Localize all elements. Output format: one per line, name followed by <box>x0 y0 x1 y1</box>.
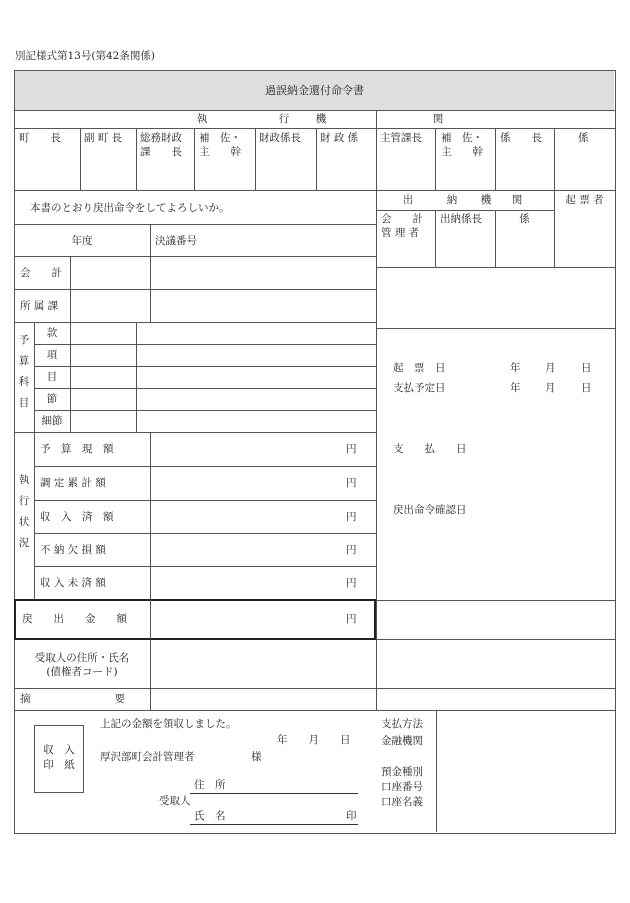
stamp-line-2: 印 紙 <box>43 759 75 771</box>
shimei-label: 氏 名 <box>194 810 226 822</box>
shikko-char: 機 <box>315 113 327 125</box>
kihyo-bi: 起 票 日 <box>393 362 446 374</box>
yen-unit: 円 <box>346 511 357 523</box>
approver-somu-2: 課 長 <box>140 146 182 158</box>
suitou-kakaricho: 出納係長 <box>440 213 482 225</box>
tekiyo-label: 摘 要 <box>20 693 125 705</box>
approver-zaisei-kakaricho: 財政係長 <box>259 132 301 144</box>
koza-meigi: 口座名義 <box>381 796 423 808</box>
uketorinin-sign-label: 受取人 <box>159 795 191 807</box>
stamp-line-1: 収 入 <box>43 744 75 756</box>
tsuki: 月 <box>545 382 556 394</box>
nen: 年 <box>510 362 521 374</box>
tsuki: 月 <box>545 362 556 374</box>
nen: 年 <box>510 382 521 394</box>
approver-hosa-2: 主 幹 <box>199 146 241 158</box>
kaikei-label: 会 計 <box>20 267 62 279</box>
approver-kakaricho: 係 長 <box>500 132 542 144</box>
kaikei-kanrisha-1: 会 計 <box>381 213 423 225</box>
approver-zaisei-kakari: 財 政 係 <box>320 132 359 144</box>
jokyo-yosan: 予 算 現 額 <box>40 443 114 455</box>
shiharai-yotei-bi: 支払予定日 <box>393 382 446 394</box>
kamoku-saisetsu: 細節 <box>41 415 63 427</box>
jokyo-chotei: 調 定 累 計 額 <box>40 477 106 489</box>
receipt-text: 上記の金額を領収しました。 <box>100 718 237 730</box>
shikko-char: 行 <box>278 113 290 125</box>
approver-kakari: 係 <box>578 132 589 144</box>
kamoku-ko: 項 <box>46 349 58 361</box>
approver-cho: 町 長 <box>19 132 61 144</box>
kamoku-moku: 目 <box>46 371 58 383</box>
receipt-date: 年 月 日 <box>277 734 351 746</box>
yen-unit: 円 <box>346 477 357 489</box>
jusho-label: 住 所 <box>194 779 226 791</box>
suitou-kakari: 係 <box>519 213 530 225</box>
kaikei-kanrisha-2: 管 理 者 <box>381 227 420 239</box>
koza-bango: 口座番号 <box>381 781 423 793</box>
approver-hosa: 補 佐・ <box>199 132 241 144</box>
kamoku-setsu: 節 <box>46 393 58 405</box>
suitou-char: 関 <box>511 194 523 206</box>
form-label: 別記様式第13号(第42条関係) <box>15 50 155 62</box>
receipt-sama: 様 <box>251 751 262 763</box>
shozoku-label: 所 属 課 <box>20 300 59 312</box>
shikko-char: 執 <box>196 113 208 125</box>
yosan-kamoku-label: 予算科目 <box>18 334 30 409</box>
shikko-char: 関 <box>432 113 444 125</box>
nendo-label: 年度 <box>71 235 93 247</box>
reidashi-yen: 円 <box>346 613 357 625</box>
shiharai-bi: 支 払 日 <box>393 443 467 455</box>
ketsugi-label: 決議番号 <box>155 235 197 247</box>
saikensha-code-label: (債権者コード) <box>46 666 118 678</box>
suitou-char: 出 <box>402 194 414 206</box>
receipt-manager: 厚沢部町会計管理者 <box>100 751 195 763</box>
jokyo-shunyu: 収 入 済 額 <box>40 511 114 523</box>
in-mark: 印 <box>346 810 357 822</box>
jokyo-funo: 不 納 欠 損 額 <box>40 544 106 556</box>
approver-hosa-b: 補 佐・ <box>441 132 483 144</box>
approver-hosa-b-2: 主 幹 <box>441 146 483 158</box>
suitou-char: 機 <box>480 194 492 206</box>
yokin-shubetsu: 預金種別 <box>381 766 423 778</box>
form-title: 過誤納金還付命令書 <box>265 84 364 97</box>
hi: 日 <box>581 362 592 374</box>
shikko-jokyo-label: 執行状況 <box>18 474 30 549</box>
shiharai-hoho: 支払方法 <box>381 718 423 730</box>
reidashi-kakunin-bi: 戻出命令確認日 <box>393 504 467 516</box>
approver-somu: 総務財政 <box>140 132 182 144</box>
jokyo-misai: 収 入 未 済 額 <box>40 577 106 589</box>
reidashi-label: 戻 出 金 額 <box>22 613 127 625</box>
approver-fukucho: 副 町 長 <box>84 132 123 144</box>
approver-shukan: 主管課長 <box>380 132 422 144</box>
kihyosha: 起 票 者 <box>565 194 604 206</box>
suitou-char: 納 <box>446 194 458 206</box>
kinyu-kikan: 金融機関 <box>381 735 423 747</box>
hi: 日 <box>581 382 592 394</box>
kamoku-kan: 款 <box>46 327 58 339</box>
yen-unit: 円 <box>346 544 357 556</box>
request-text: 本書のとおり戻出命令をしてよろしいか。 <box>30 202 230 214</box>
yen-unit: 円 <box>346 577 357 589</box>
yen-unit: 円 <box>346 443 357 455</box>
uketorinin-label: 受取人の住所・氏名 <box>34 652 130 664</box>
